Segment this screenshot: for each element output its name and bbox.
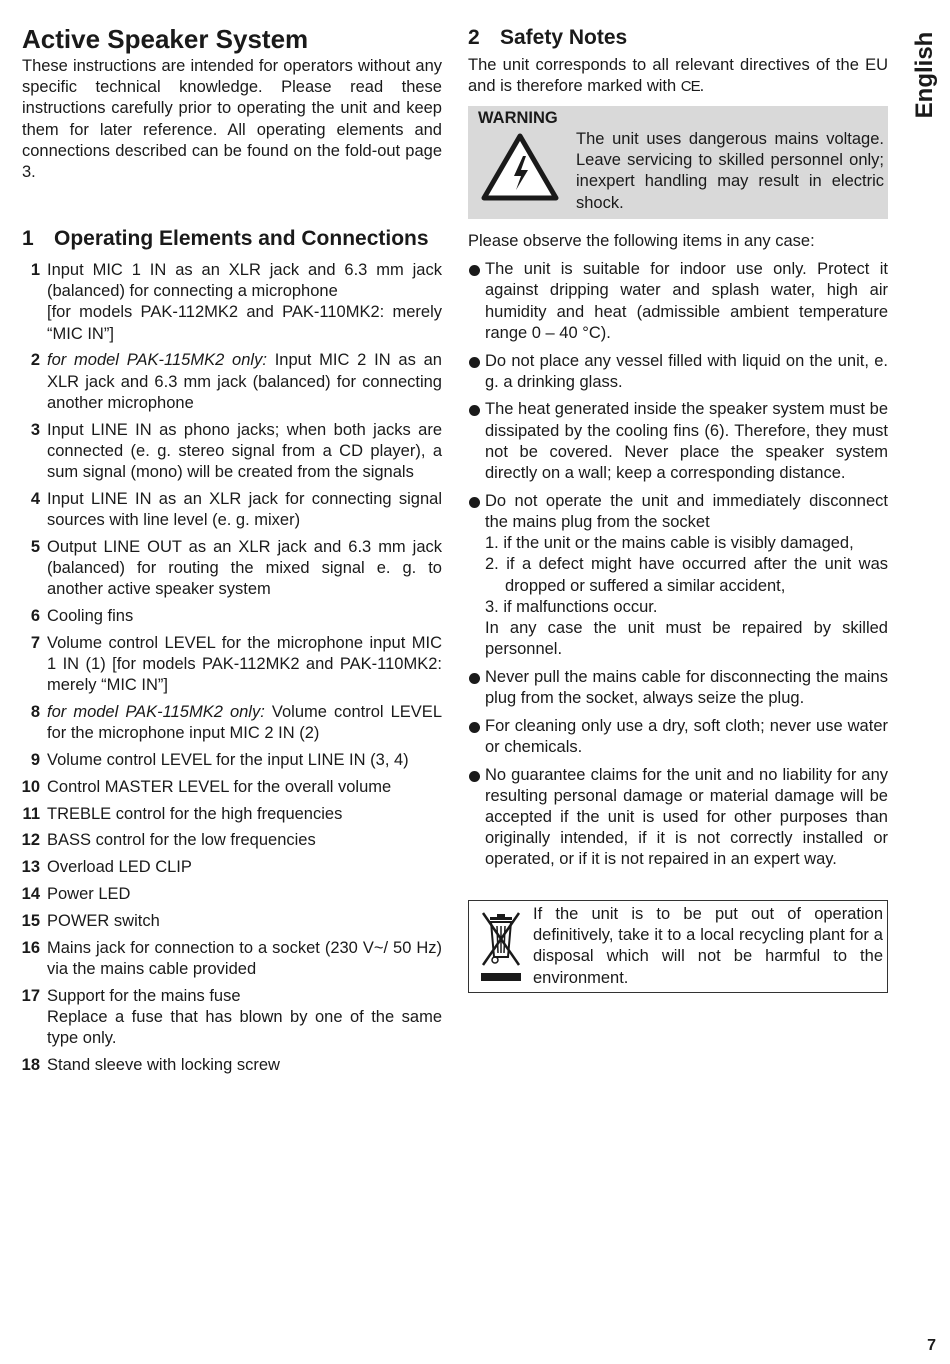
item-text: Control MASTER LEVEL for the overall volume <box>47 777 392 796</box>
item-text: Overload LED CLIP <box>47 858 192 877</box>
condition-item: 1. if the unit or the mains cable is visibly damaged, <box>485 534 854 553</box>
list-item <box>22 857 442 878</box>
item-number: 6 <box>30 607 40 626</box>
item-text: POWER switch <box>47 911 160 930</box>
bullet-icon <box>469 497 480 508</box>
list-item <box>468 399 888 484</box>
item-extra: Replace a fuse that has blown by one of the same type only. <box>47 1007 442 1047</box>
condition-item: 3. if malfunctions occur. <box>485 597 658 616</box>
left-column <box>21 0 442 1074</box>
item-text: Stand sleeve with locking screw <box>47 1055 280 1074</box>
item-number: 18 <box>21 1055 40 1074</box>
item-number: 15 <box>21 911 40 930</box>
item-number: 4 <box>30 489 40 508</box>
page-number: 7 <box>927 1337 936 1354</box>
section2-number: 2 <box>468 26 480 49</box>
list-item <box>22 633 442 697</box>
bullet-icon <box>469 265 480 276</box>
list-item <box>22 804 442 825</box>
item-number: 8 <box>30 703 40 722</box>
item-number: 13 <box>21 858 40 877</box>
list-item <box>22 420 442 484</box>
warning-text: The unit uses dangerous mains voltage. Leave servicing to skilled personnel only; inexpert handling may result in electric shock. <box>576 130 884 212</box>
safety-intro: The unit corresponds to all relevant directives of the EU and is therefore marked with CE. <box>468 56 888 96</box>
safety-items <box>468 231 888 877</box>
list-item <box>22 750 442 771</box>
list-item <box>468 716 888 758</box>
item-number: 17 <box>21 986 40 1005</box>
bullet-text: For cleaning only use a dry, soft cloth; never use water or chemicals. <box>485 716 888 756</box>
item-text: Volume control LEVEL for the microphone input MIC 2 IN (2) <box>47 703 442 743</box>
high-voltage-warning-icon <box>480 132 560 207</box>
item-number: 3 <box>30 420 40 439</box>
observe-intro: Please observe the following items in any case: <box>468 232 815 250</box>
section-safety-notes <box>468 25 888 97</box>
item-text: Input MIC 2 IN as an XLR jack and 6.3 mm jack (balanced) for connecting another microphone <box>47 351 442 412</box>
list-item <box>22 260 442 345</box>
list-item <box>22 606 442 627</box>
bullet-icon <box>469 357 480 368</box>
item-text: Input LINE IN as phono jacks; when both jacks are connected (e. g. stereo signal from a CD player), a sum signal (mono) will be created from the signals <box>47 420 442 482</box>
list-item <box>22 537 442 601</box>
item-text: Volume control LEVEL for the input LINE IN (3, 4) <box>47 751 409 770</box>
item-text: BASS control for the low frequencies <box>47 831 316 850</box>
list-item <box>468 491 888 661</box>
ce-mark: CE <box>680 78 700 96</box>
bullet-text: The heat generated inside the speaker system must be dissipated by the cooling fins (6). Therefore, they must not be covered. Never place the speaker system directly on a wall; keep a corresponding distance. <box>485 400 888 483</box>
list-item <box>22 884 442 905</box>
item-number: 2 <box>30 351 40 370</box>
list-item <box>22 986 442 1050</box>
warning-title: WARNING <box>478 109 558 127</box>
section1-title: Operating Elements and Connections <box>54 227 429 250</box>
item-number: 1 <box>30 261 40 279</box>
list-item <box>468 259 888 344</box>
operating-elements-list <box>22 260 442 1076</box>
list-item <box>22 1055 442 1076</box>
item-number: 16 <box>21 938 40 957</box>
list-item <box>22 777 442 798</box>
list-item <box>22 830 442 851</box>
bullet-followup: In any case the unit must be repaired by skilled personnel. <box>485 618 888 659</box>
bullet-text: Do not operate the unit and immediately disconnect the mains plug from the socket <box>485 491 888 531</box>
bullet-icon <box>469 405 480 416</box>
bullet-text: No guarantee claims for the unit and no liability for any resulting personal damage or material damage will be accepted if the unit is used for other purposes than originally intended, if it is not correctly installed or operated, or if it is not repaired in an expert way. <box>485 765 888 869</box>
bullet-text: The unit is suitable for indoor use only. Protect it against dripping water and splash water, high air humidity and heat (admissible ambient temperature range 0 – 40 °C). <box>485 260 888 342</box>
list-item <box>468 667 888 709</box>
item-number: 14 <box>21 885 40 903</box>
bullet-icon <box>469 673 480 684</box>
item-number: 11 <box>22 804 40 823</box>
item-text: Volume control LEVEL for the microphone input MIC 1 IN (1) [for models PAK-112MK2 and PAK-110MK2: merely “MIC IN”] <box>47 633 442 695</box>
recycling-text: If the unit is to be put out of operation definitively, take it to a local recycling plant for a disposal which will not be harmful to the environment. <box>533 905 883 987</box>
item-number: 7 <box>30 633 40 652</box>
item-number: 10 <box>21 777 40 796</box>
list-item <box>468 765 888 871</box>
page-title: Active Speaker System <box>22 24 309 54</box>
item-text: Input LINE IN as an XLR jack for connecting signal sources with line level (e. g. mixer) <box>47 489 442 530</box>
safety-intro-text: The unit corresponds to all relevant directives of the EU and is therefore marked with <box>468 56 888 96</box>
section2-title: Safety Notes <box>500 26 628 49</box>
intro-paragraph: These instructions are intended for operators without any specific technical knowledge. Please read these instructions carefully prior to operating the unit and keep them for later reference. All operating elements and connections described can be found on the fold-out page 3. <box>22 57 442 182</box>
item-text: Cooling fins <box>47 607 134 626</box>
item-text: Output LINE OUT as an XLR jack and 6.3 mm jack (balanced) for routing the mixed signal e. g. to another active speaker system <box>47 537 442 599</box>
list-item <box>22 938 442 980</box>
section2-heading <box>468 25 888 51</box>
section-operating-elements <box>22 226 442 1082</box>
language-tab <box>905 18 945 133</box>
item-text: Mains jack for connection to a socket (230 V~/ 50 Hz) via the mains cable provided <box>47 938 442 978</box>
section1-number: 1 <box>22 227 34 250</box>
bullet-text: Do not place any vessel filled with liquid on the unit, e. g. a drinking glass. <box>485 351 888 391</box>
list-item <box>22 489 442 531</box>
bullet-icon <box>469 771 480 782</box>
condition-list <box>485 533 888 618</box>
item-text: Input MIC 1 IN as an XLR jack and 6.3 mm jack (balanced) for connecting a microphone <box>47 261 442 301</box>
item-number: 9 <box>30 751 40 770</box>
bullet-icon <box>469 722 480 733</box>
item-text: TREBLE control for the high frequencies <box>47 804 343 823</box>
condition-item: 2. if a defect might have occurred after the unit was dropped or suffered a similar accident, <box>485 555 888 595</box>
section1-heading <box>22 226 442 252</box>
crossed-out-bin-icon <box>477 907 525 990</box>
list-item <box>22 911 442 932</box>
bullet-text: Never pull the mains cable for disconnecting the mains plug from the socket, always seize the plug. <box>485 667 888 708</box>
item-text: Power LED <box>47 885 131 903</box>
list-item <box>22 702 442 744</box>
item-model-note: for model PAK-115MK2 only: <box>47 703 265 722</box>
warning-box <box>468 106 888 219</box>
recycling-box <box>468 900 888 993</box>
item-number: 5 <box>30 537 40 556</box>
item-model-note: for model PAK-115MK2 only: <box>47 351 267 370</box>
safety-bullet-list <box>468 259 888 870</box>
item-extra: [for models PAK-112MK2 and PAK-110MK2: merely “MIC IN”] <box>47 303 442 343</box>
list-item <box>22 350 442 414</box>
item-text: Support for the mains fuse <box>47 986 241 1005</box>
language-label: English <box>911 31 938 119</box>
item-number: 12 <box>21 831 40 850</box>
list-item <box>468 351 888 393</box>
